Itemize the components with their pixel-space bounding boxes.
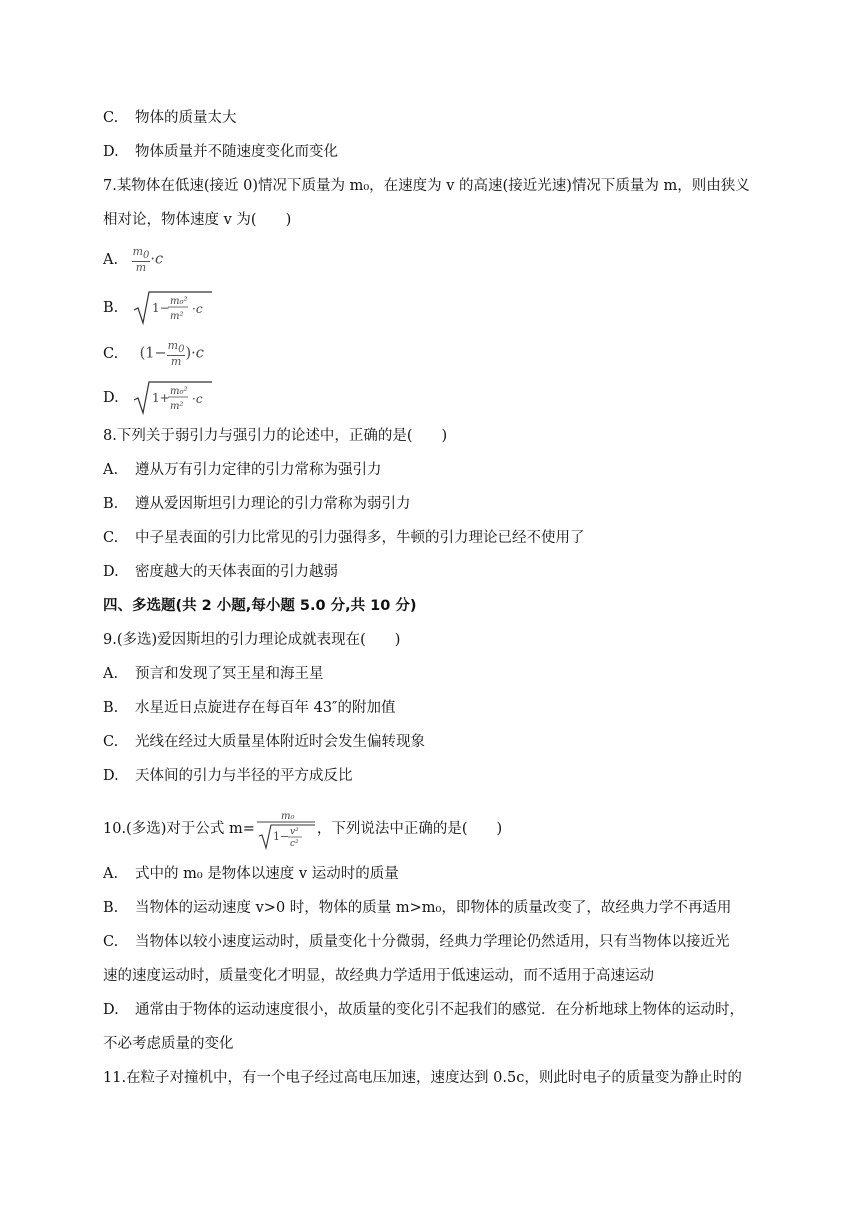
option-letter: D. — [103, 390, 119, 406]
q8-option-b — [103, 494, 411, 514]
option-text: 物体的质量太大 — [135, 110, 237, 126]
svg-text:m₀²: m₀² — [169, 386, 188, 397]
option-letter: A. — [103, 251, 119, 268]
svg-text:1−: 1− — [151, 301, 170, 315]
option-letter: C. — [103, 530, 119, 546]
option-letter: C. — [103, 110, 119, 126]
q9-option-d — [103, 766, 353, 786]
sqrt-sign-icon — [132, 290, 222, 326]
option-letter: A. — [103, 666, 119, 682]
svg-text:1−: 1− — [272, 830, 290, 843]
formula-1-minus-fraction: (1− $\frac{m_0}{m}$ )·c — [139, 339, 204, 369]
option-text: 当物体以较小速度运动时，质量变化十分微弱，经典力学理论仍然适用，只有当物体以接近光 — [135, 934, 730, 950]
q9-option-b — [103, 698, 395, 718]
option-text: 遵从爱因斯坦引力理论的引力常称为弱引力 — [135, 496, 411, 512]
svg-text:m₀: m₀ — [280, 811, 295, 822]
option-text: 当物体的运动速度 v>0 时，物体的质量 m>m₀，即物体的质量改变了，故经典力学不再适用 — [135, 900, 732, 916]
option-letter: C. — [103, 345, 119, 362]
q10-stem-before: 10.(多选)对于公式 m= — [103, 821, 255, 837]
q6-option-d — [103, 142, 338, 162]
q10-stem — [103, 808, 502, 850]
option-letter: B. — [103, 300, 119, 316]
option-text: 密度越大的天体表面的引力越弱 — [135, 564, 338, 580]
option-text: 物体质量并不随速度变化而变化 — [135, 144, 338, 160]
q7-option-b — [103, 290, 222, 326]
option-letter: D. — [103, 564, 119, 580]
option-text: 式中的 m₀ 是物体以速度 v 运动时的质量 — [135, 866, 399, 882]
option-text: 通常由于物体的运动速度很小，故质量的变化引不起我们的感觉．在分析地球上物体的运动时， — [135, 1002, 744, 1018]
option-letter: B. — [103, 900, 119, 916]
option-text: 天体间的引力与半径的平方成反比 — [135, 768, 353, 784]
option-text: 遵从万有引力定律的引力常称为强引力 — [135, 462, 382, 478]
option-letter: D. — [103, 768, 119, 784]
svg-text:·c: ·c — [191, 392, 203, 406]
sqrt-fraction-icon — [255, 808, 317, 850]
svg-text:·c: ·c — [191, 302, 203, 316]
option-letter: A. — [103, 866, 119, 882]
q10-option-b — [103, 898, 731, 918]
q8-option-c — [103, 528, 585, 548]
q8-option-a — [103, 460, 382, 480]
q10-option-c-line2: 速的速度运动时，质量变化才明显，故经典力学适用于低速运动，而不适用于高速运动 — [103, 968, 654, 984]
q7-stem-line1: 7.某物体在低速(接近 0)情况下质量为 m₀，在速度为 v 的高速(接近光速)情况下质量为 m，则由狭义 — [103, 178, 750, 194]
svg-text:m²: m² — [169, 401, 184, 412]
section-heading: 四、多选题(共 2 小题,每小题 5.0 分,共 10 分) — [103, 598, 417, 614]
option-text: 光线在经过大质量星体附近时会发生偏转现象 — [135, 734, 425, 750]
option-text: 预言和发现了冥王星和海王星 — [135, 666, 324, 682]
option-letter: C. — [103, 734, 119, 750]
q10-option-c-line1 — [103, 932, 730, 952]
q10-option-a — [103, 864, 399, 884]
q10-option-d-line2: 不必考虑质量的变化 — [103, 1036, 234, 1052]
q7-option-c — [103, 340, 204, 367]
option-text: 水星近日点旋进存在每百年 43″的附加值 — [135, 700, 396, 716]
q7-option-a — [103, 246, 163, 273]
q6-option-c — [103, 108, 237, 128]
option-text: 中子星表面的引力比常见的引力强得多，牛顿的引力理论已经不使用了 — [135, 530, 585, 546]
q10-option-d-line1 — [103, 1000, 744, 1020]
option-letter: A. — [103, 462, 119, 478]
option-letter: B. — [103, 496, 119, 512]
q9-option-c — [103, 732, 425, 752]
sqrt-sign-icon — [132, 380, 222, 416]
option-letter: B. — [103, 700, 119, 716]
svg-text:v²: v² — [289, 827, 299, 837]
svg-text:1+: 1+ — [151, 391, 170, 405]
formula-sqrt-1-minus — [132, 290, 222, 326]
svg-text:c²: c² — [289, 839, 299, 849]
q8-stem: 8.下列关于弱引力与强引力的论述中，正确的是( ) — [103, 428, 448, 444]
q10-stem-after: ，下列说法中正确的是( ) — [316, 821, 503, 837]
svg-text:m²: m² — [169, 311, 184, 322]
formula-relativistic-mass — [255, 808, 317, 850]
formula-m0-over-m-times-c: $\frac{m_0}{m}$ ·c — [132, 245, 164, 275]
q9-stem: 9.(多选)爱因斯坦的引力理论成就表现在( ) — [103, 632, 401, 648]
q11-stem: 11.在粒子对撞机中，有一个电子经过高电压加速，速度达到 0.5c，则此时电子的质量变为静止时的 — [103, 1070, 742, 1086]
formula-sqrt-1-plus — [132, 380, 222, 416]
option-letter: C. — [103, 934, 119, 950]
q9-option-a — [103, 664, 324, 684]
q7-option-d — [103, 380, 222, 416]
option-letter: D. — [103, 144, 119, 160]
q7-stem-line2: 相对论，物体速度 v 为( ) — [103, 212, 292, 228]
q8-option-d — [103, 562, 338, 582]
svg-text:m₀²: m₀² — [169, 296, 188, 307]
option-letter: D. — [103, 1002, 119, 1018]
